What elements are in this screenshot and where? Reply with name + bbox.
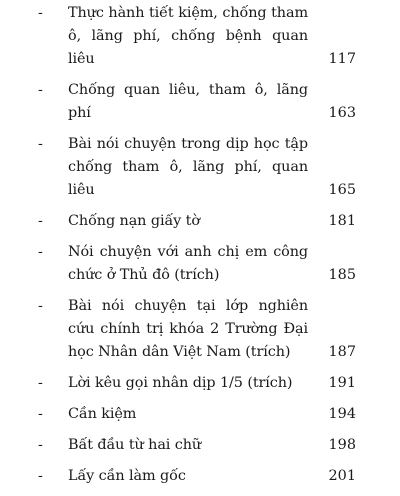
toc-entry xyxy=(38,210,356,233)
toc-entry-page: 185 xyxy=(328,267,356,283)
toc-entry xyxy=(38,2,356,71)
bullet-dash: - xyxy=(38,213,43,229)
toc-entry xyxy=(38,241,356,287)
toc-entry-title: Bài nói chuyện trong dịp học tập chống tham ô, lãng phí, quan liêu xyxy=(68,136,308,198)
bullet-dash: - xyxy=(38,437,43,453)
bullet-dash: - xyxy=(38,298,43,314)
toc-entry-title: Chống quan liêu, tham ô, lãng phí xyxy=(68,82,308,121)
toc-entry-title: Lời kêu gọi nhân dịp 1/5 (trích) xyxy=(68,375,293,391)
toc-entry-title: Lấy cần làm gốc xyxy=(68,468,186,484)
bullet-dash: - xyxy=(38,375,43,391)
bullet-dash: - xyxy=(38,244,43,260)
toc-entry xyxy=(38,372,356,395)
toc-entry-title: Bất đầu từ hai chữ xyxy=(68,437,202,453)
toc-entry xyxy=(38,133,356,202)
toc-entry-title: Chống nạn giấy tờ xyxy=(68,213,200,229)
table-of-contents xyxy=(38,2,356,496)
toc-entry xyxy=(38,465,356,488)
toc-entry-page: 198 xyxy=(328,437,356,453)
toc-entry-page: 163 xyxy=(328,105,356,121)
toc-entry-page: 181 xyxy=(328,213,356,229)
bullet-dash: - xyxy=(38,406,43,422)
bullet-dash: - xyxy=(38,82,43,98)
toc-entry-page: 201 xyxy=(328,468,356,484)
toc-entry-title: Thực hành tiết kiệm, chống tham ô, lãng phí, chống bệnh quan liêu xyxy=(68,5,308,67)
toc-entry xyxy=(38,79,356,125)
toc-entry-page: 117 xyxy=(328,51,356,67)
bullet-dash: - xyxy=(38,468,43,484)
toc-entry-title: Bài nói chuyện tại lớp nghiên cứu chính trị khóa 2 Trường Đại học Nhân dân Việt Nam (trích) xyxy=(68,298,308,360)
toc-entry-title: Nói chuyện với anh chị em công chức ở Thủ đô (trích) xyxy=(68,244,308,283)
toc-entry-page: 187 xyxy=(328,344,356,360)
bullet-dash: - xyxy=(38,5,43,21)
toc-entry xyxy=(38,403,356,426)
toc-entry xyxy=(38,295,356,364)
bullet-dash: - xyxy=(38,136,43,152)
toc-entry xyxy=(38,434,356,457)
toc-entry-page: 165 xyxy=(328,182,356,198)
toc-entry-page: 194 xyxy=(328,406,356,422)
toc-entry-page: 191 xyxy=(328,375,356,391)
toc-entry-title: Cần kiệm xyxy=(68,406,137,422)
